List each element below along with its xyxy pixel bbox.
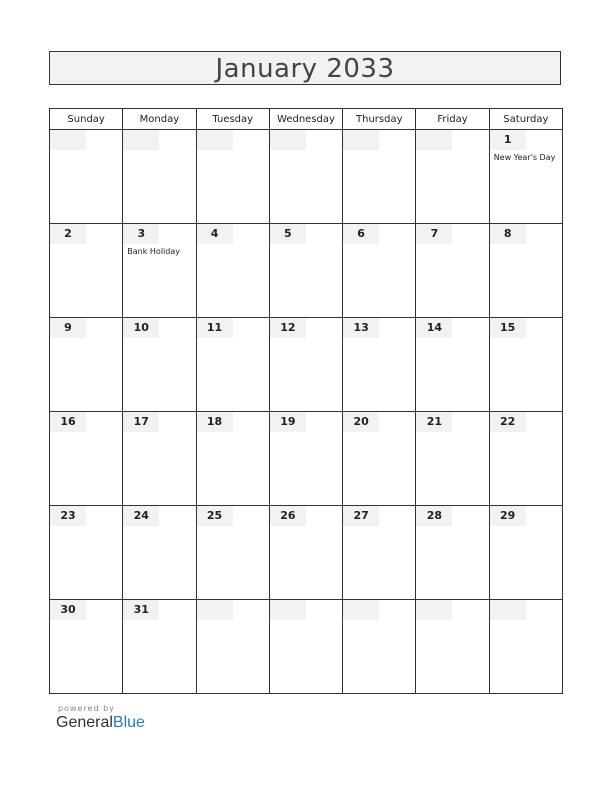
day-number: 7 [430,227,439,240]
weekday-monday: Monday [123,109,196,130]
day-cell[interactable] [416,412,489,506]
week-row [50,318,563,412]
calendar-grid [49,108,563,694]
day-cell[interactable] [269,224,342,318]
day-badge [197,130,233,150]
day-cell[interactable] [489,600,562,694]
day-number: 31 [133,603,149,616]
day-cell[interactable] [489,412,562,506]
holiday-label: Bank Holiday [127,247,180,256]
day-number: 30 [60,603,76,616]
day-cell[interactable] [196,412,269,506]
weekday-saturday: Saturday [489,109,562,130]
day-badge [270,600,306,620]
day-number: 17 [133,415,149,428]
day-cell[interactable] [123,412,196,506]
day-cell[interactable] [269,318,342,412]
brand-logo[interactable] [56,714,145,732]
day-number: 26 [280,509,296,522]
day-number: 13 [353,321,369,334]
weeks-body [50,130,563,694]
day-badge [416,130,452,150]
day-badge [270,130,306,150]
day-number: 24 [133,509,149,522]
week-row [50,600,563,694]
day-number: 27 [353,509,369,522]
day-cell[interactable] [196,224,269,318]
day-number: 3 [137,227,146,240]
day-number: 11 [206,321,223,334]
day-badge [416,600,452,620]
day-cell[interactable] [123,318,196,412]
weekday-tuesday: Tuesday [196,109,269,130]
day-number: 6 [357,227,365,240]
day-cell[interactable] [269,600,342,694]
day-number: 20 [353,415,369,428]
day-badge [343,130,379,150]
day-cell[interactable] [343,412,416,506]
day-number: 4 [210,227,219,240]
day-cell[interactable] [50,130,123,224]
day-number: 29 [500,509,516,522]
day-number: 8 [503,227,512,240]
day-number: 2 [64,227,72,240]
day-badge [343,600,379,620]
day-cell[interactable] [123,130,196,224]
week-row [50,224,563,318]
day-number: 21 [426,415,443,428]
day-number: 19 [280,415,296,428]
week-row [50,506,563,600]
day-number: 12 [280,321,296,334]
brand-blue: Blue [112,714,145,731]
day-cell[interactable] [489,506,562,600]
day-cell[interactable] [123,506,196,600]
day-badge [50,130,86,150]
day-cell[interactable] [50,412,123,506]
footer-branding [56,704,145,732]
day-cell[interactable] [416,130,489,224]
day-number: 25 [206,509,223,522]
day-cell[interactable] [343,130,416,224]
day-cell[interactable] [50,600,123,694]
day-number: 28 [426,509,443,522]
day-cell[interactable] [416,600,489,694]
week-row [50,130,563,224]
weekday-friday: Friday [416,109,489,130]
day-cell[interactable] [489,130,562,224]
powered-by-text: powered by [58,704,115,713]
day-cell[interactable] [50,506,123,600]
day-number: 10 [133,321,149,334]
day-number: 16 [60,415,76,428]
day-cell[interactable] [50,224,123,318]
day-cell[interactable] [123,224,196,318]
day-cell[interactable] [196,130,269,224]
day-cell[interactable] [489,318,562,412]
month-title-box [49,51,561,85]
day-cell[interactable] [343,224,416,318]
day-cell[interactable] [196,600,269,694]
brand-general: General [56,714,113,731]
weekday-header-row [50,109,563,130]
day-cell[interactable] [269,130,342,224]
day-cell[interactable] [269,412,342,506]
day-cell[interactable] [269,506,342,600]
day-cell[interactable] [416,224,489,318]
day-cell[interactable] [50,318,123,412]
day-cell[interactable] [416,318,489,412]
day-cell[interactable] [489,224,562,318]
weekday-wednesday: Wednesday [269,109,342,130]
day-cell[interactable] [196,506,269,600]
day-cell[interactable] [123,600,196,694]
day-number: 18 [206,415,223,428]
day-number: 15 [500,321,516,334]
holiday-label: New Year's Day [493,153,556,162]
day-number: 5 [284,227,292,240]
day-number: 14 [426,321,443,334]
day-number: 1 [503,133,512,146]
day-badge [197,600,233,620]
day-cell[interactable] [343,506,416,600]
weekday-sunday: Sunday [50,109,123,130]
day-number: 22 [500,415,516,428]
week-row [50,412,563,506]
day-number: 9 [64,321,72,334]
day-badge [123,130,159,150]
weekday-thursday: Thursday [343,109,416,130]
day-badge [490,600,526,620]
day-cell[interactable] [343,318,416,412]
day-number: 23 [60,509,76,522]
month-title: January 2033 [215,54,395,84]
day-cell[interactable] [196,318,269,412]
day-cell[interactable] [343,600,416,694]
day-cell[interactable] [416,506,489,600]
